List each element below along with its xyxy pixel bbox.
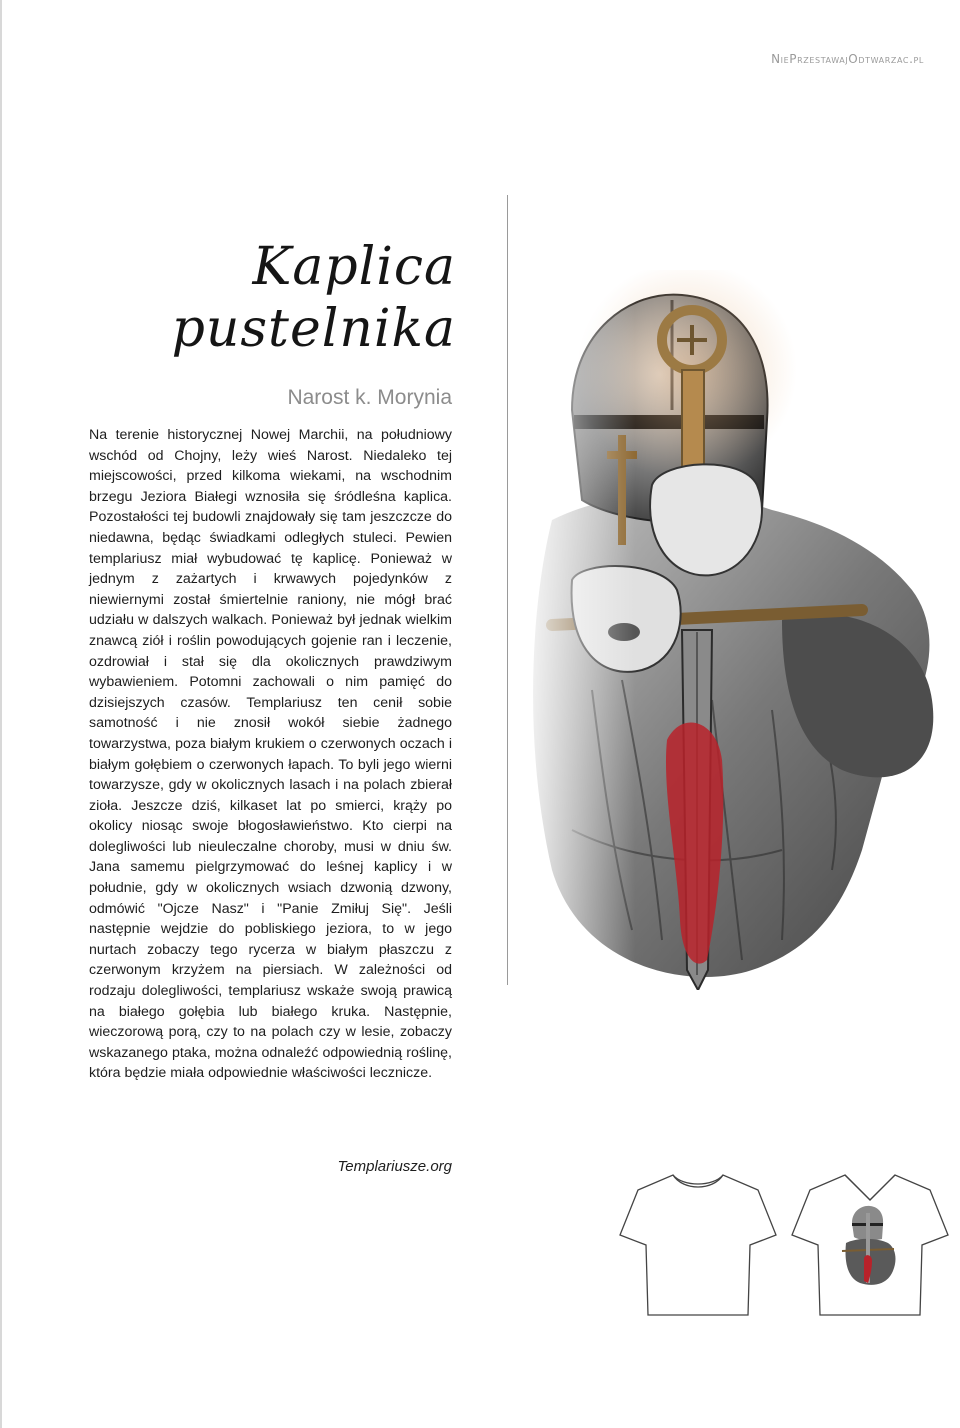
column-divider (507, 195, 508, 985)
source-credit: Templariusze.org (337, 1158, 452, 1175)
page-edge-rule (0, 0, 2, 1428)
templar-knight-illustration (512, 270, 952, 990)
article-body (89, 425, 452, 1084)
title-line-1: Kaplica (252, 237, 456, 297)
article-paragraph: Na terenie historycznej Nowej Marchii, na południowy wschód od Chojny, leży wieś Narost. Niedaleko tej miejscowości, przed kilkoma wiekami, na wschodnim brzegu Jeziora Białegi wznosiła się śródleśna kaplica. Pozostałości tej budowli znajdowały się tam jeszczcze do niedawna, będąc świadkami odległych stuleci. Pewien templariusz miał wybudować tę kaplicę. Ponieważ w jednym z zażartych i krwawych pojedynków z niewiernymi został śmiertelnie raniony, nie mógł brać udziału w dalszych walkach. Ponieważ był jednak wielkim znawcą ziół i roślin powodujących gojenie ran i leczenie, ozdrowiał i stał się dla okolicznych prawdziwym wybawieniem. Potomni zachowali o nim pamięć do dzisiejszych czasów. Templariusz ten cenił sobie samotność i nie znosił wokół siebie żadnego towarzystwa, poza białym krukiem o czerwonych oczach i białym gołębiem o czerwonych łapach. To byli jego wierni towarzysze, gdy w okolicznych lasach i na polach zbierał zioła. Jeszcze dziś, kilkaset lat po smierci, krąży po okolicy niosąc swoje błogosławieństwo. Kto cierpi na dolegliwości lub nieuleczalne choroby, musi w dniu św. Jana samemu pielgrzymować do leśnej kaplicy i w południe, gdy w okolicznych wsiach dzwonią dzwony, odmówić "Ojcze Nasz" i "Panie Zmiłuj Się". Jeśli następnie wejdzie do pobliskiego jeziora, to w jego nurtach zobaczy tego rycerza w białym płaszczu z czerwonym krzyżem na piersiach. W zależności od rodzaju dolegliwości, templariusz wskaże swoją prawicą na białego gołębia lub białego kruka. Następnie, wieczorową porą, czy to na polach czy w lesie, zobaczy wskazanego ptaka, można odnaleźć odpowiednią roślinę, która będzie miała odpowiednie właściwości lecznicze. (89, 427, 452, 1082)
page-title (120, 236, 456, 360)
title-line-2: pustelnika (171, 299, 456, 359)
location-subtitle: Narost k. Morynia (287, 386, 452, 409)
tshirt-blank (618, 1165, 778, 1325)
tshirt-knight-print (790, 1165, 950, 1325)
site-name: NiePrzestawajOdtwarzac.pl (771, 52, 924, 66)
